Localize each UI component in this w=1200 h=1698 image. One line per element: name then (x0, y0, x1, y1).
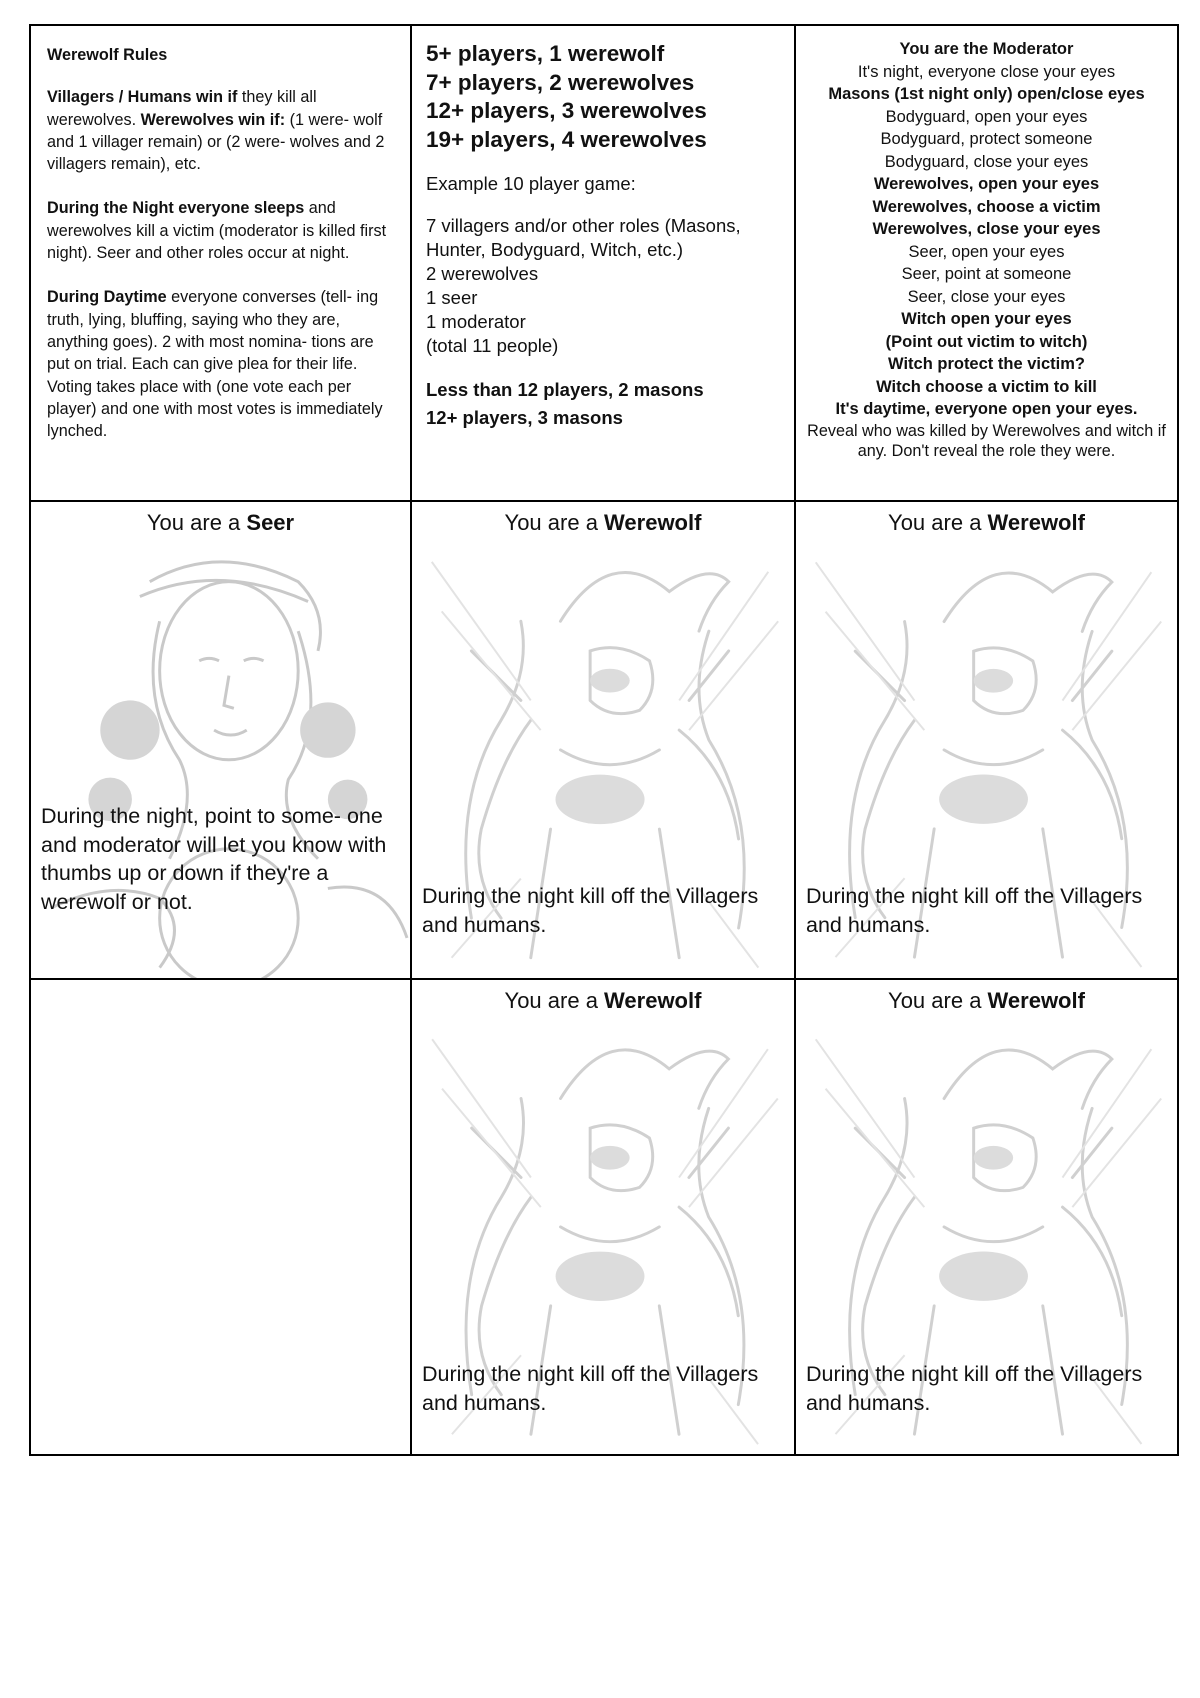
werewolf-card-text: During the night kill off the Villagers and humans. (806, 1362, 1143, 1415)
moderator-line: Witch protect the victim? (888, 355, 1085, 373)
werewolves-win-label: Werewolves win if: (140, 110, 286, 129)
moderator-line: Seer, point at someone (901, 265, 1072, 283)
player-count-card (410, 24, 796, 502)
card-title-prefix: You are a (888, 988, 988, 1013)
moderator-line: Witch open your eyes (901, 310, 1072, 328)
count-line: 12+ players, 3 werewolves (426, 98, 707, 123)
empty-card (29, 978, 412, 1456)
win-conditions (47, 86, 396, 175)
werewolf-card-text: During the night kill off the Villagers and humans. (806, 884, 1143, 937)
moderator-line: Bodyguard, protect someone (880, 130, 1093, 148)
example-title: Example 10 player game: (426, 173, 636, 194)
card-role: Werewolf (987, 510, 1085, 535)
rules-title: Werewolf Rules (47, 46, 168, 64)
day-label: During Daytime (47, 288, 167, 307)
example-line: 7 villagers and/or other roles (Masons, Hunter, Bodyguard, Witch, etc.) (426, 215, 741, 260)
card-role: Seer (246, 510, 295, 535)
moderator-line: Masons (1st night only) open/close eyes (828, 85, 1145, 103)
werewolf-card-title (412, 988, 794, 1014)
moderator-line: Bodyguard, close your eyes (884, 152, 1089, 171)
day-text: everyone converses (tell- ing truth, lying, bluffing, saying who they are, anything goes). 2 with most nomina- tions are put on trial. Each can give plea for their life. Voting takes place with (one vote each per player) and one with most votes is immediately lynched. (47, 288, 383, 441)
masons-line: 12+ players, 3 masons (426, 407, 623, 428)
example-line: 1 seer (426, 287, 478, 308)
seer-card-title (31, 510, 410, 536)
werewolf-card-text: During the night kill off the Villagers and humans. (422, 884, 759, 937)
moderator-card (794, 24, 1179, 502)
card-role: Werewolf (604, 988, 702, 1013)
count-line: 19+ players, 4 werewolves (426, 126, 707, 152)
werewolf-card (794, 978, 1179, 1456)
card-role: Werewolf (604, 510, 702, 535)
night-rules (47, 197, 396, 264)
moderator-script (796, 26, 1177, 462)
werewolf-card-title (796, 988, 1177, 1014)
seer-card (29, 500, 412, 980)
moderator-line: It's daytime, everyone open your eyes. (835, 400, 1138, 418)
moderator-line: Witch choose a victim to kill (876, 377, 1097, 396)
night-label: During the Night everyone sleeps (47, 199, 305, 218)
moderator-line: It's night, everyone close your eyes (857, 62, 1116, 81)
moderator-line: Werewolves, close your eyes (872, 220, 1101, 238)
card-title-prefix: You are a (504, 510, 605, 535)
example-line: 2 werewolves (426, 263, 539, 284)
werewolf-card (410, 500, 796, 980)
count-line: 5+ players, 1 werewolf (426, 41, 665, 66)
moderator-line: (Point out victim to witch) (885, 332, 1088, 351)
moderator-line: Werewolves, choose a victim (872, 197, 1101, 216)
werewolf-card-title (796, 510, 1177, 536)
count-line: 7+ players, 2 werewolves (426, 69, 695, 95)
card-title-prefix: You are a (888, 510, 988, 535)
werewolves-win-text: (1 were- wolf and 1 villager remain) or (2 were- wolves and 2 villagers remain), etc. (47, 110, 385, 174)
card-role: Werewolf (987, 988, 1085, 1013)
werewolf-card (794, 500, 1179, 980)
example-line: (total 11 people) (426, 335, 559, 356)
villagers-win-text: they kill all werewolves. (47, 88, 317, 129)
moderator-line: Seer, open your eyes (908, 242, 1065, 261)
moderator-line: You are the Moderator (899, 40, 1074, 58)
werewolf-card-title (412, 510, 794, 536)
werewolf-card (410, 978, 796, 1456)
day-rules (47, 286, 396, 442)
night-text: and werewolves kill a victim (moderator is killed first night). Seer and other roles occur at night. (47, 199, 387, 263)
masons-line: Less than 12 players, 2 masons (426, 379, 704, 400)
moderator-closing: Reveal who was killed by Werewolves and witch if any. Don't reveal the role they were. (807, 421, 1166, 460)
moderator-line: Werewolves, open your eyes (873, 175, 1100, 193)
seer-card-text: During the night, point to some- one and moderator will let you know with thumbs up or down if they're a werewolf or not. (41, 804, 387, 914)
rules-card (29, 24, 412, 502)
moderator-line: Seer, close your eyes (907, 287, 1066, 306)
werewolf-card-text: During the night kill off the Villagers and humans. (422, 1362, 759, 1415)
card-title-prefix: You are a (504, 988, 605, 1013)
card-sheet (29, 24, 1179, 1456)
card-title-prefix: You are a (146, 510, 247, 535)
moderator-line: Bodyguard, open your eyes (885, 107, 1088, 126)
example-line: 1 moderator (426, 311, 526, 332)
villagers-win-label: Villagers / Humans win if (47, 88, 238, 107)
